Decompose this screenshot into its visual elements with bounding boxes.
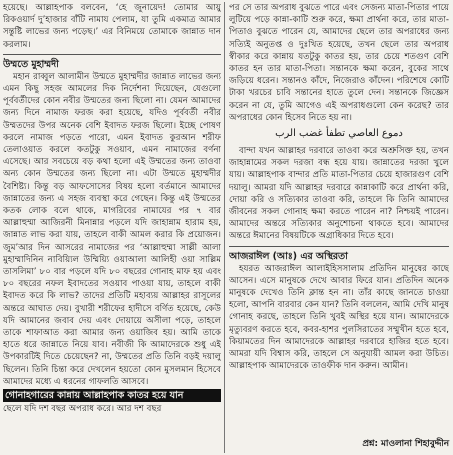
left-column [3,2,221,453]
credit-label: প্রশ্ন: [362,439,378,449]
right-paragraph-3: হযরত আজরাঈল আলাইহিসসালাম প্রতিদিন মানুষের কাছে আসেন। এসে মানুষকে দেখে আবার ফিরে যান। প্রতিদিন অনেক মানুষকে দেখেও তিনি ক্লান্ত হন না। তাঁর কাছে জানতে চাওয়া হলো, আপনি বারবার কেন যান? তিনি বললেন, আমি দেখি মানুষ গোনাহ করছে, তাহলে তিনি খুবই অস্থির হয়ে যান। আমাদেরকে মৃত্যুবরণ করতে হবে, কবর-হাশর পুলসিরাতের সম্মুখীন হতে হবে, কিয়ামতের দিন আমাদেরকে আল্লাহর দরবারে হাজির হতে হবে। আমরা যদি বিশ্বাস করি, তাহলে সে অনুযায়ী আমল করা উচিত। আল্লাহপাক আমাদেরকে তাওফীক দান করুন। আমীন। [229,263,449,372]
left-rule-1 [3,54,221,55]
right-rule-1 [229,246,449,247]
arabic-quote: دموع العاصي تطفأ غضب الرب [275,128,403,140]
section-heading-ummate-muhammadi: উম্মতে মুহাম্মদী [3,58,59,70]
credit-name: মাওলানা শিহাবুদ্দীন [381,439,449,449]
right-paragraph-1: পর সে তার অপরাধ বুঝতে পারে এবং সেজন্য মাতা-পিতার পায়ে লুটিয়ে পড়ে কান্না-কাটি শুরু করে, ক্ষমা প্রার্থনা করে, তার মাতা-পিতাও বুঝতে পারেন যে, আমাদের ছেলে তার অপরাধের জন্য সত্যিই অনুতপ্ত ও দুঃখিত হয়েছে, তখন ছেলে তার অপরাধ স্বীকার করে কান্নায় যতটুকু কাতর হয়, তার চেয়ে শতগুণ বেশি কাতর হন তার মাতা-পিতা। সন্তানকে ক্ষমা করেন, বুকের সাথে জড়িয়ে ধরেন। সন্তানও কাঁদে, নিজেরাও কাঁদেন। পরিশেষে কোটি টাকা খরচের চাবি সন্তানের হাতে তুলে দেন। সন্তানকে জিজ্ঞেস করেন না যে, তুমি আগেও এই অপরাধগুলো কেন করেছ? তার অপরাধের কোন হিসেব নিতে হয় না। [229,3,449,123]
section-heading-azrael: আজরাঈল (আঃ) এর অস্থিরতা [229,250,348,262]
column-divider [224,2,225,453]
right-paragraph-2: বান্দা যখন আল্লাহর দরবারে তাওবা করে অশ্রুসিক্ত হয়, তখন জাহান্নামের সকল দরজা বন্ধ হয়ে যায়। জান্নাতের দরজা খুলে যায়। আল্লাহপাক বান্দার প্রতি মাতা-পিতার চেয়ে হাজারগুণ বেশি দয়ালু। আমরা যদি আল্লাহর দরবারে কান্নাকাটি করে প্রার্থনা করি, দোয়া করি ও সত্যিকার তাওবা করি, তাহলে কি তিনি আমাদের জীবনের সকল গোনাহ ক্ষমা করতে পারেন না? নিশ্চয়ই পারেন। আমাদের অন্তরে সত্যিকার অনুশোচনা থাকতে হবে। আমাদের অন্তরে ঈমানের বিষয়টিকে অগ্রাধিকার দিতে হবে। [229,146,449,242]
right-column [229,2,449,453]
left-paragraph-1: হয়েছে। আল্লাহপাক বলবেন, ‘হে জুনায়েদ! তোমার আয়ু রিকওয়ার্দ দু’হাজার বাঁটি নামায পেলাম, যা তুমি একমাত্র আমার সন্তুষ্টি লাভের জন্য পড়েছ।’ এর বিনিময়ে তোমাকে জান্নাত দান করলাম। [3,3,221,50]
left-paragraph-2: মহান রাব্বুল আলামীন উম্মতে মুহাম্মদীর জান্নাত লাভের জন্য এমন কিছু সহজ আমলের দিক নির্দেশনা দিয়েছেন, যেগুলো পূর্ববর্তীদের কোন নবীর উম্মতের জন্য ছিলো না। যেমন আমাদের জন্য দিনে নামাজ ফরজ করা হয়েছে, যদিও পূর্ববর্তী নবীর উম্মতদের উপর অনেক বেশি ইবাদত ফরজ ছিলো। ইচ্ছে পোষণ করলে নামাজ পড়তে পারো, এমন ইবাদত কুরআন শরীফ তেলাওয়াত করলে কতটুকু সওয়াব, এমন নামাজের বর্ণনা এসেছে। আর সবচেয়ে বড় কথা হলো এই উম্মতের জন্য তাওবা অন্য কোন উম্মতের জন্য ছিলো না। এটা উম্মতে মুহাম্মদীর বৈশিষ্ট্য। কিন্তু বড় আফসোসের বিষয় হলো বর্তমানে আমাদের জান্নাতের জন্য এ সহজ ব্যবস্থা করে গেছেন। কিন্তু এই উম্মতের কতক লোক বলে থাকে, মাগরিবের নামাযের পর ৭ বার আল্লাহুম্মা আজিরনী মিনান্নার পড়লে যদি জাহান্নাম হারাম হয়, জান্নাত লাভ করা যায়, তাহলে বাকী আমল করার কি প্রয়োজন। জুম’আর দিন আসরের নামাজের পর ‘আল্লাহুম্মা সাল্লী আলা মুহাম্মাদিনিন নাবিয়্যিল উম্মিয়্যি ওয়াআলা আলিহী ওয়া সাল্লিম তাসলিমা’ ৮০ বার পড়লে যদি ৮০ বছরের গোনাহ মাফ হয় এবং ৮০ বছরের নফল ইবাদতের সওয়াব পাওয়া যায়, তাহলে বাকী ইবাদত করে কি লাভ? তাদের প্রতিটি মহাব্যয় আল্লাহর রাসূলের অন্তরে আঘাত দেয়। বুখারী শরীফের হাদীসে বর্ণিত হয়েছে, কেউ যদি আমানের জবাব দেয় এবং দোয়ায়ে অসীলা পড়ে, তাহলে তাকে শাফাআত করা আমার জন্য ওয়াজিব হয়। আমি তাকে হাতে ধরে জান্নাতে নিয়ে যাব। নবীজী কি আমাদেরকে শুধু এই উপকারটিই দিতে চেয়েছেন? না, উম্মতের প্রতি তিনি বড়ই দয়ালু ছিলেন। তিনি চিন্তা করে দেখলেন হয়তো কোন মুসলমান হিসেবে আমাদের মধ্যে এ ধরনের গাফলতি আসবে। [3,71,221,387]
author-credit [362,436,449,451]
section-heading-sinners-tears: গোনাহগারের কান্নায় আল্লাহপাক কাতর হয়ে যান [3,389,221,402]
left-paragraph-3: ছেলে যদি দশ বছর অপরাধ করে। আর দশ বছর [3,404,162,415]
